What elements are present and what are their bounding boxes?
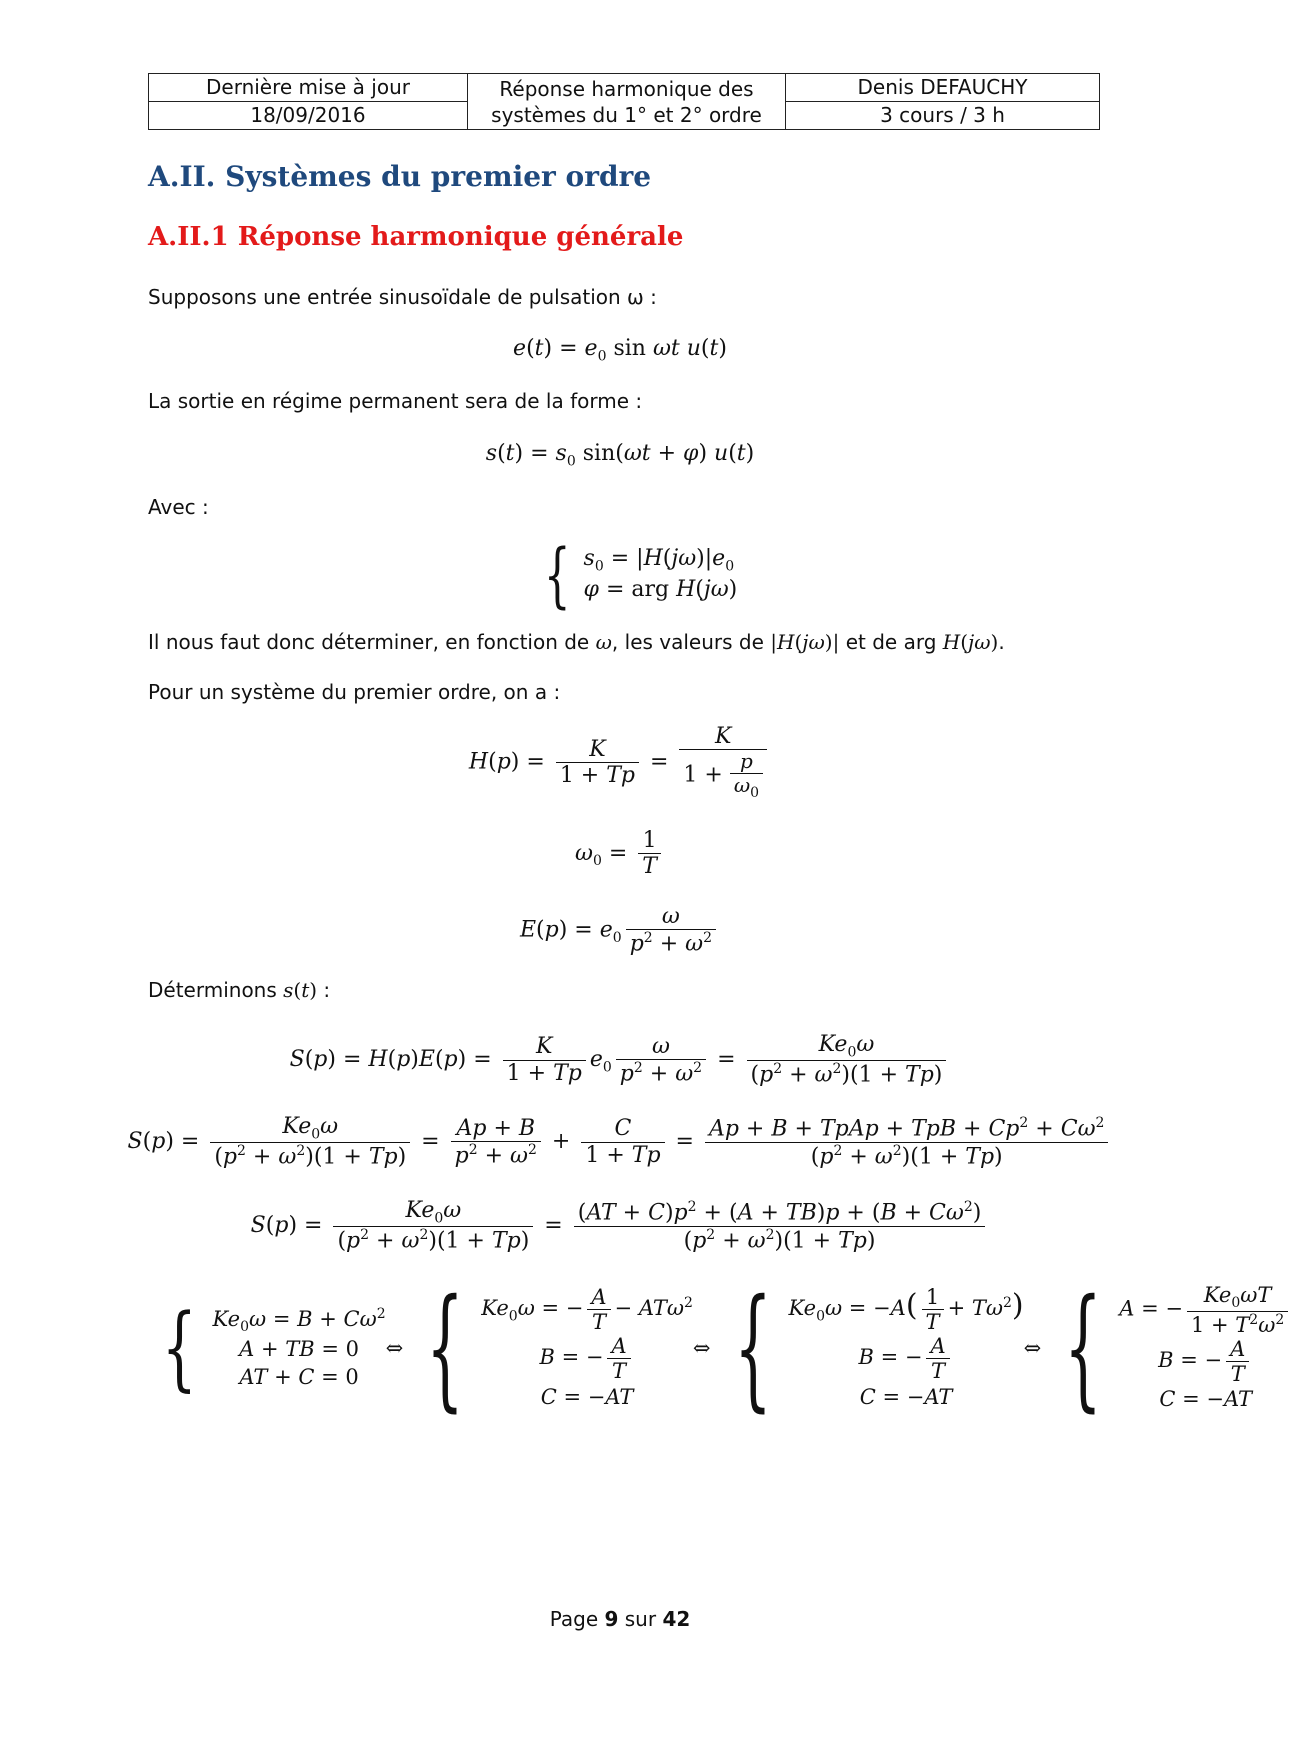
paragraph-avec: Avec : [148, 495, 209, 519]
last-update-label: Dernière mise à jour [149, 74, 468, 102]
system-2: { $Ke_0\omega$ = − $\frac{A}{T}$ − ATω$^2$ B = − $\frac{A}{T}$ C = −AT [426, 1271, 693, 1425]
equation-transfer-function: H(p) = $\frac{K}{1 + Tp}$ = K 1 + $\frac{p}{\omega_0}$ [0, 724, 1240, 801]
title-line-1: Réponse harmonique des [499, 76, 754, 101]
equation-systems-row [150, 1271, 1285, 1425]
page-total: 42 [662, 1607, 691, 1631]
equation-input-laplace: $E(p) = e_0$ $\frac{\omega}{p^2 + \omega^2}$ [0, 904, 1240, 957]
document-title [468, 74, 786, 130]
equation-s-of-p-1: S(p) = H(p)E(p) = $\frac{K}{1 + Tp}$ $e_0$ $\frac{\omega}{p^2 + \omega^2}$ = $\frac{Ke_0\omega}{(p^2 + \omega^2)(1 + Tp)}$ [0, 1032, 1240, 1088]
equation-output: $s(t) = s_0$ sin(ωt + φ) u(t) [485, 441, 755, 470]
paragraph-output: La sortie en régime permanent sera de la forme : [148, 389, 643, 413]
author: Denis DEFAUCHY [786, 74, 1100, 102]
system-1: { $Ke_0\omega = B + C\omega^2$ A + TB = 0 AT + C = 0 [161, 1294, 386, 1401]
equivalence-2: ⇔ [692, 1336, 711, 1360]
last-update-date: 18/09/2016 [149, 102, 468, 130]
duration: 3 cours / 3 h [786, 102, 1100, 130]
paragraph-input: Supposons une entrée sinusoïdale de pulsation ω : [148, 285, 657, 309]
equation-system-amplitude-phase: { $s_0 = |H(j\omega)|e_0$ φ = arg H(jω) [543, 534, 738, 616]
subsection-title: A.II.1 Réponse harmonique générale [148, 222, 684, 252]
equation-omega0: $\omega_0$ = $\frac{1}{T}$ [0, 828, 1240, 880]
paragraph-first-order: Pour un système du premier ordre, on a : [148, 680, 561, 704]
header-table [148, 73, 1100, 130]
title-line-2: systèmes du 1° et 2° ordre [491, 102, 762, 127]
equivalence-1: ⇔ [385, 1336, 404, 1360]
paragraph-determine: Il nous faut donc déterminer, en fonction de ω, les valeurs de |H(jω)| et de arg H(jω). [148, 630, 1005, 654]
page-number: 9 [604, 1607, 619, 1631]
section-title: A.II. Systèmes du premier ordre [148, 160, 652, 193]
equation-s-of-p-2: S(p) = $\frac{Ke_0\omega}{(p^2 + \omega^2)(1 + Tp)}$ = $\frac{Ap + B}{p^2 + \omega^2}$ + $\frac{C}{1 + Tp}$ = $\frac{Ap + B + TpAp + TpB + Cp^2 + C\omega^2}{(p^2 + \omega^2)(1 + Tp)}$ [0, 1114, 1240, 1170]
equation-input: $e(t) = e_0$ sin ωt u(t) [513, 336, 727, 365]
system-3: { $Ke_0\omega = -A$( $\frac{1}{T}$ + $T\omega^2$) B = − $\frac{A}{T}$ C = −AT [733, 1271, 1024, 1425]
equation-s-of-p-3: S(p) = $\frac{Ke_0\omega}{(p^2 + \omega^2)(1 + Tp)}$ = $\frac{(AT + C)p^2 + (A + TB)p + (B + C\omega^2)}{(p^2 + \omega^2)(1 + Tp)}$ [0, 1198, 1240, 1254]
system-4: { A = − $\frac{Ke_0\omega T}{1 + T^2\omega^2}$ B = − $\frac{A}{T}$ C = −AT [1041, 1282, 1292, 1414]
equivalence-3: ⇔ [1023, 1336, 1042, 1360]
paragraph-determinons: Déterminons s(t) : [148, 978, 331, 1002]
page-footer: Page 9 sur 42 [549, 1607, 691, 1631]
